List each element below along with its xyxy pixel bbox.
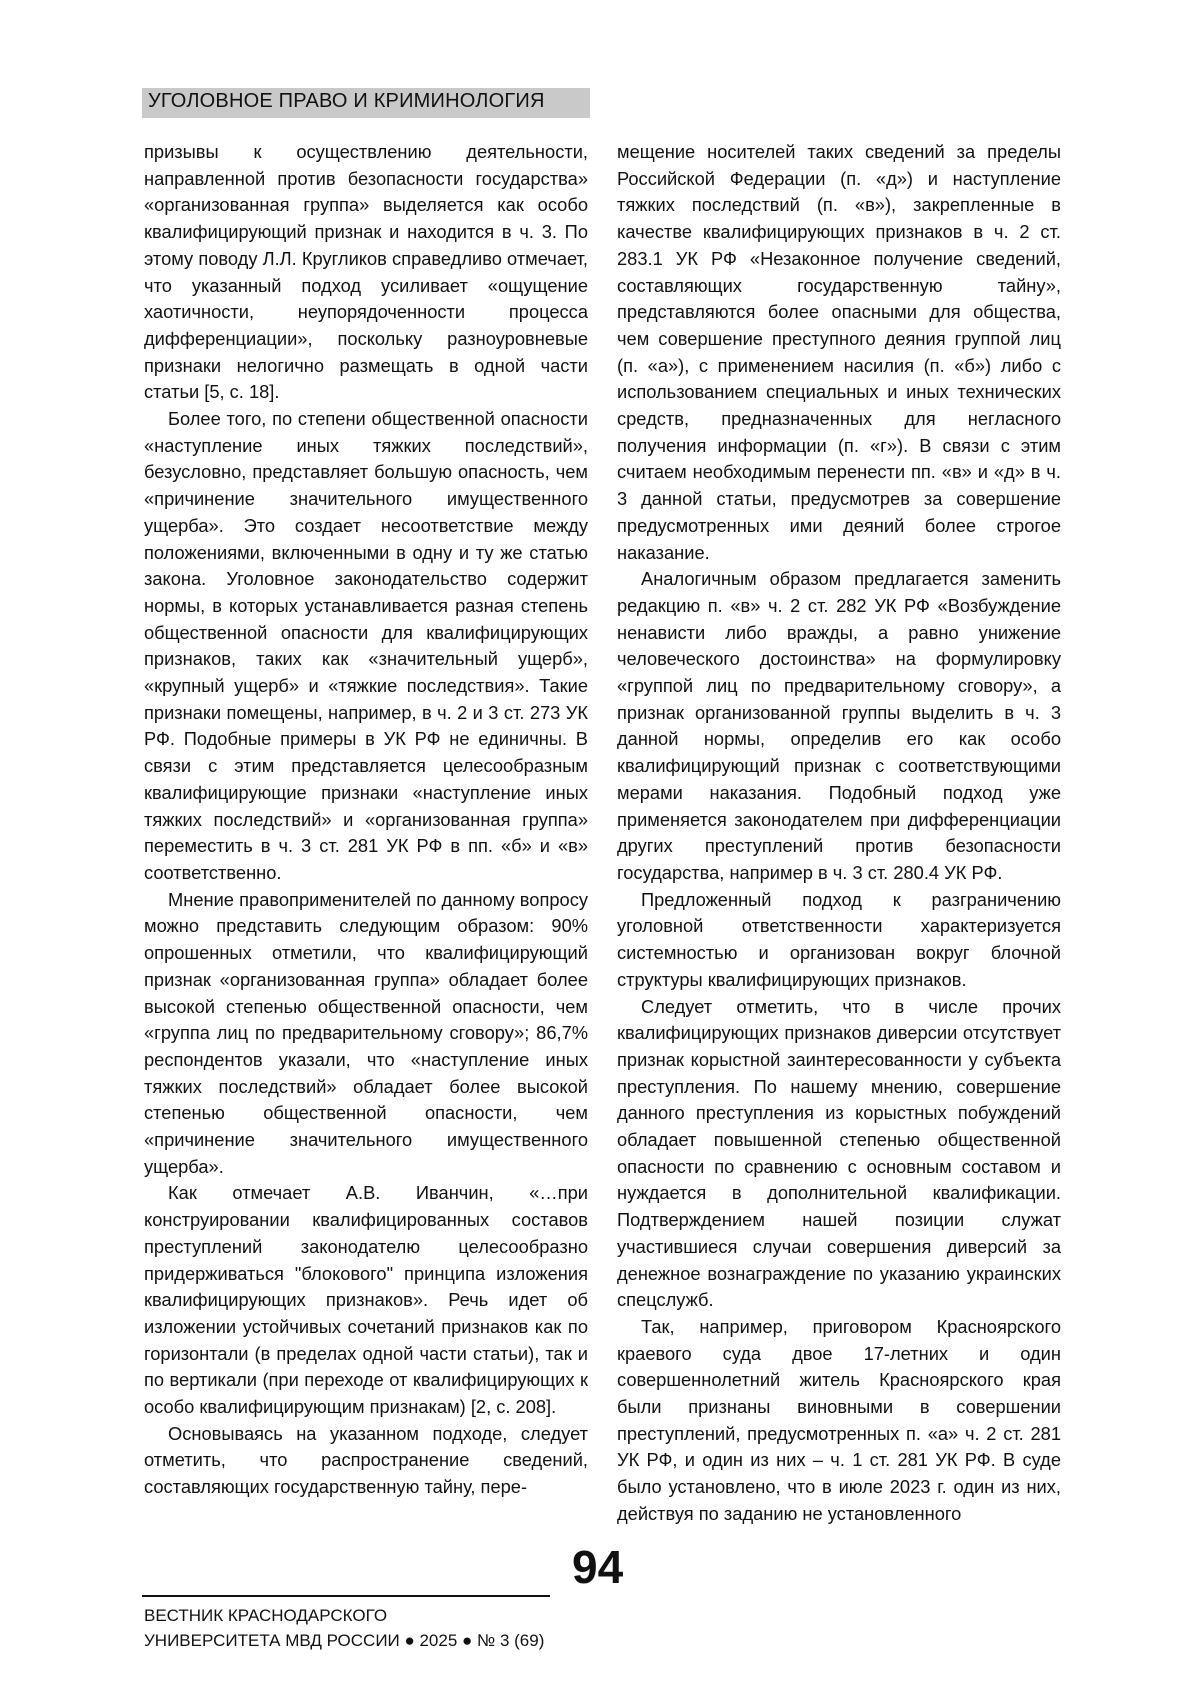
- paragraph: Аналогичным образом предлагается заменить редакцию п. «в» ч. 2 ст. 282 УК РФ «Возбуждение ненависти либо вражды, а равно унижение человеческого достоинства» на формулировку «группой лиц по предварительному сговору», а признак организованной группы выделить в ч. 3 данной нормы, определив его как особо квалифицирующий признак с соответствующими мерами наказания. Подобный подход уже применяется законодателем при дифференциации других преступлений против безопасности государства, например в ч. 3 ст. 280.4 УК РФ.: [617, 568, 1061, 883]
- paragraph: Мнение правоприменителей по данному вопросу можно представить следующим образом: 90% опрошенных отметили, что квалифицирующий признак «организованная группа» обладает более высокой степенью общественной опасности, чем «группа лиц по предварительному сговору»; 86,7% респондентов указали, что «наступление иных тяжких последствий» обладает более высокой степенью общественной опасности, чем «причинение значительного имущественного ущерба».: [144, 888, 588, 1177]
- journal-issue: УНИВЕРСИТЕТА МВД РОССИИ ● 2025 ● № 3 (69): [144, 1631, 545, 1650]
- page-number: 94: [572, 1541, 624, 1593]
- paragraph: Так, например, приговором Красноярского краевого суда двое 17-летних и один совершеннолетний житель Красноярского края были признаны виновными в совершении преступлений, предусмотренных п. «а» ч. 2 ст. 281 УК РФ, и один из них – ч. 1 ст. 281 УК РФ. В суде было установлено, что в июле 2023 г. один из них, действуя по заданию не установленного: [617, 1315, 1061, 1524]
- right-column: [617, 139, 1061, 1528]
- paragraph: Следует отметить, что в числе прочих квалифицирующих признаков диверсии отсутствует признак корыстной заинтересованности у субъекта преступления. По нашему мнению, совершение данного преступления из корыстных побуждений обладает повышенной степенью общественной опасности по сравнению с основным составом и нуждается в дополнительной квалификации. Подтверждением нашей позиции служат участившиеся случаи совершения диверсий за денежное вознаграждение по указанию украинских спецслужб.: [617, 995, 1061, 1311]
- paragraph: мещение носителей таких сведений за пределы Российской Федерации (п. «д») и наступление тяжких последствий (п. «в»), закрепленные в качестве квалифицирующих признаков в ч. 2 ст. 283.1 УК РФ «Незаконное получение сведений, составляющих государственную тайну», представляются более опасными для общества, чем совершение преступного деяния группой лиц (п. «а»), с применением насилия (п. «б») либо с использованием специальных и иных технических средств, предназначенных для негласного получения информации (п. «г»). В связи с этим считаем необходимым перенести пп. «в» и «д» в ч. 3 данной статьи, предусмотрев за совершение предусмотренных ими деяний более строгое наказание.: [617, 141, 1061, 563]
- paragraph: призывы к осуществлению деятельности, направленной против безопасности государства» «организованная группа» выделяется как особо квалифицирующий признак и находится в ч. 3. По этому поводу Л.Л. Кругликов справедливо отмечает, что указанный подход усиливает «ощущение хаотичности, неупорядоченности процесса дифференциации», поскольку разноуровневые признаки нелогично размещать в одной части статьи [5, с. 18].: [144, 141, 588, 403]
- journal-title: ВЕСТНИК КРАСНОДАРСКОГО: [144, 1606, 388, 1625]
- paragraph: Основываясь на указанном подходе, следует отметить, что распространение сведений, составляющих государственную тайну, пере-: [144, 1422, 588, 1498]
- section-title: УГОЛОВНОЕ ПРАВО И КРИМИНОЛОГИЯ: [148, 90, 545, 112]
- footer-divider: [142, 1595, 550, 1597]
- paragraph: Как отмечает А.В. Иванчин, «…при конструировании квалифицированных составов преступлений законодателю целесообразно придерживаться "блокового" принципа изложения квалифицирующих признаков». Речь идет об изложении устойчивых сочетаний признаков как по горизонтали (в пределах одной части статьи), так и по вертикали (при переходе от квалифицирующих к особо квалифицирующим признакам) [2, с. 208].: [144, 1182, 588, 1418]
- paragraph: Более того, по степени общественной опасности «наступление иных тяжких последствий», безусловно, представляет большую опасность, чем «причинение значительного имущественного ущерба». Это создает несоответствие между положениями, включенными в одну и ту же статью закона. Уголовное законодательство содержит нормы, в которых устанавливается разная степень общественной опасности для квалифицирующих признаков, таких как «значительный ущерб», «крупный ущерб» и «тяжкие последствия». Такие признаки помещены, например, в ч. 2 и 3 ст. 273 УК РФ. Подобные примеры в УК РФ не единичны. В связи с этим представляется целесообразным квалифицирующие признаки «наступление иных тяжких последствий» и «организованная группа» переместить в ч. 3 ст. 281 УК РФ в пп. «б» и «в» соответственно.: [144, 408, 588, 883]
- left-column: [144, 139, 588, 1501]
- paragraph: Предложенный подход к разграничению уголовной ответственности характеризуется системностью и организован вокруг блочной структуры квалифицирующих признаков.: [617, 888, 1061, 990]
